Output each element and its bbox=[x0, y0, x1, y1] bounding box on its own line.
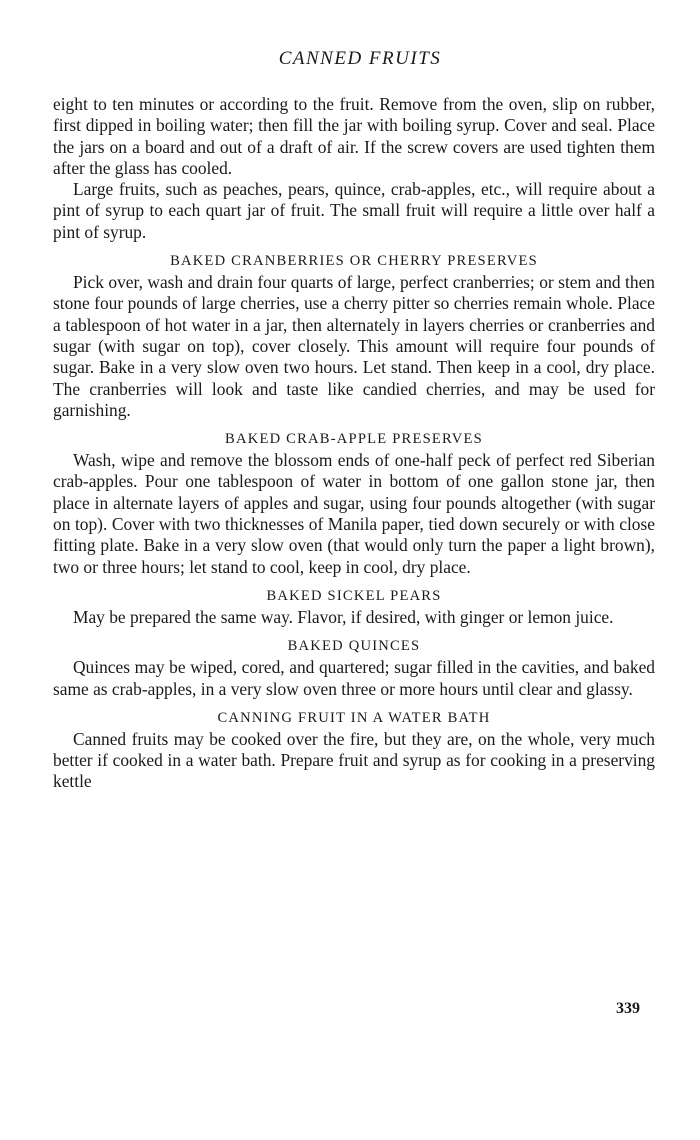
section-heading-cranberries: BAKED CRANBERRIES OR CHERRY PRESERVES bbox=[170, 253, 538, 270]
paragraph-crab-apple: Wash, wipe and remove the blossom ends of one-half peck of perfect red Siberian crab-apples. Pour one tablespoon of water in bottom of one gallon stone jar, then place in alternate layers of apples and sugar, using four pounds altogether (with sugar on top). Cover with two thicknesses of Manila paper, tied down securely or with close fitting plate. Bake in a very slow oven (that would only turn the paper a light brown), two or three hours; let stand to cool, keep in cool, dry place. bbox=[53, 450, 655, 577]
paragraph-cranberries: Pick over, wash and drain four quarts of large, perfect cranberries; or stem and then stone four pounds of large cherries, use a cherry pitter so cherries remain whole. Place a tablespoon of hot water in a jar, then alternately in layers cherries or cranberries and sugar (with sugar on top), cover closely. This amount will require four pounds of sugar. Bake in a very slow oven two hours. Let stand. Then keep in a cool, dry place. The cranberries will look and taste like candied cherries, and may be used for garnishing. bbox=[53, 272, 655, 420]
paragraph-continued: eight to ten minutes or according to the fruit. Remove from the oven, slip on rubber, first dipped in boiling water; then fill the jar with boiling syrup. Cover and seal. Place the jars on a board and out of a draft of air. If the screw covers are used tighten them after the glass has cooled. bbox=[53, 94, 655, 178]
section-heading-sickel-pears: BAKED SICKEL PEARS bbox=[266, 587, 442, 604]
section-heading-water-bath: CANNING FRUIT IN A WATER BATH bbox=[217, 709, 491, 726]
paragraph-syrup-quantity: Large fruits, such as peaches, pears, quince, crab-apples, etc., will require about a pint of syrup to each quart jar of fruit. The small fruit will require a little over half a pint of syrup. bbox=[53, 179, 655, 242]
section-heading-quinces: BAKED QUINCES bbox=[287, 638, 421, 655]
running-head: CANNED FRUITS bbox=[278, 48, 442, 69]
paragraph-water-bath: Canned fruits may be cooked over the fire, but they are, on the whole, very much better if cooked in a water bath. Prepare fruit and syrup as for cooking in a preserving kettle bbox=[53, 728, 655, 792]
page-number: 339 bbox=[616, 1000, 640, 1017]
paragraph-sickel-pears: May be prepared the same way. Flavor, if desired, with ginger or lemon juice. bbox=[73, 606, 614, 627]
page-body bbox=[53, 48, 655, 793]
section-heading-crab-apple: BAKED CRAB-APPLE PRESERVES bbox=[225, 431, 483, 448]
paragraph-quinces: Quinces may be wiped, cored, and quartered; sugar filled in the cavities, and baked same as crab-apples, in a very slow oven three or more hours until clear and glassy. bbox=[53, 657, 655, 699]
